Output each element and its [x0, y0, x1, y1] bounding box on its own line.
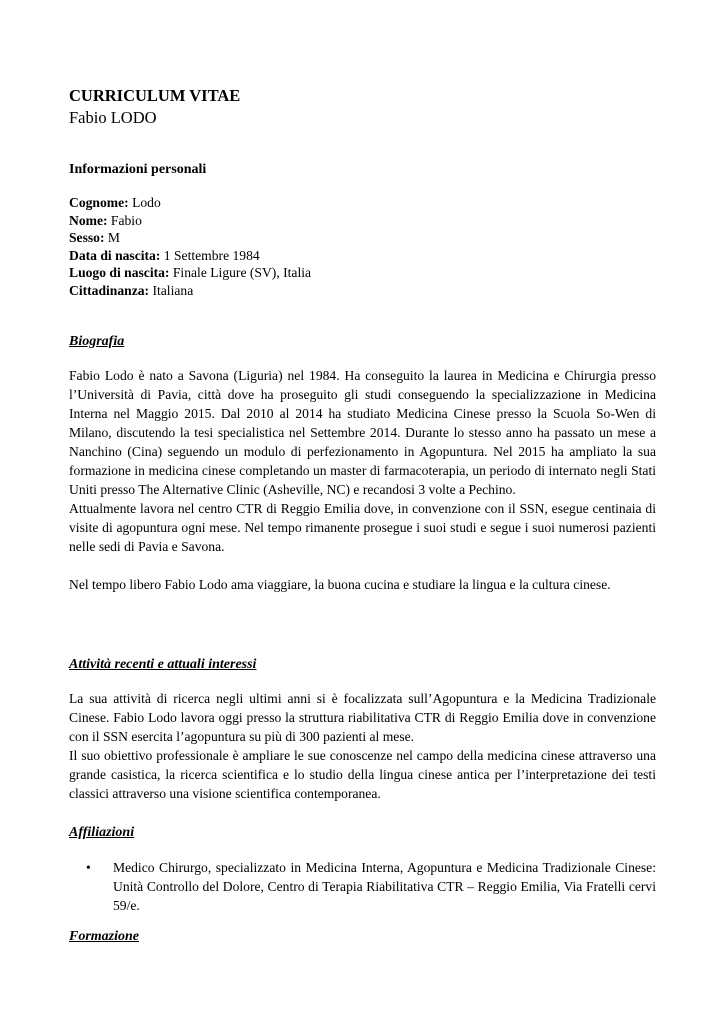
- info-label: Data di nascita:: [69, 247, 161, 263]
- info-value: 1 Settembre 1984: [163, 247, 260, 263]
- biography-text: [69, 366, 656, 594]
- personal-info-list: [69, 194, 311, 299]
- activities-heading: Attività recenti e attuali interessi: [69, 657, 257, 672]
- info-row-name: [69, 212, 311, 230]
- info-row-sex: [69, 229, 311, 247]
- info-row-birthplace: [69, 264, 311, 282]
- info-label: Nome:: [69, 212, 108, 228]
- activities-paragraph: Il suo obiettivo professionale è ampliare le sue conoscenze nel campo della medicina cinese attraverso una grande casistica, la ricerca scientifica e lo studio della lingua cinese antica per l’interpretazione dei testi classici attraverso una visione scientifica contemporanea.: [69, 748, 656, 801]
- info-row-birthdate: [69, 247, 311, 265]
- personal-info-heading: Informazioni personali: [69, 162, 207, 177]
- info-value: Lodo: [132, 195, 161, 210]
- info-value: Fabio: [110, 212, 142, 228]
- info-label: Cittadinanza:: [69, 282, 150, 298]
- info-row-citizenship: [69, 282, 311, 300]
- document-title: CURRICULUM VITAE: [69, 86, 241, 105]
- education-heading: Formazione: [69, 929, 140, 944]
- biography-paragraph: Nel tempo libero Fabio Lodo ama viaggiare, la buona cucina e studiare la lingua e la cultura cinese.: [69, 577, 611, 592]
- activities-text: [69, 689, 656, 803]
- info-value: M: [107, 230, 120, 245]
- biography-heading: Biografia: [69, 334, 125, 349]
- info-row-surname: [69, 194, 311, 212]
- activities-paragraph: La sua attività di ricerca negli ultimi anni si è focalizzata sull’Agopuntura e la Medicina Tradizionale Cinese. Fabio Lodo lavora oggi presso la struttura riabilitativa CTR di Reggio Emilia dove in convenzione con il SSN esercita l’agopuntura su più di 300 pazienti al mese.: [69, 691, 656, 744]
- biography-paragraph: Attualmente lavora nel centro CTR di Reggio Emilia dove, in convenzione con il SSN, esegue centinaia di visite di agopuntura ogni mese. Nel tempo rimanente prosegue i suoi studi e segue i suoi numerosi pazienti nelle sedi di Pavia e Savona.: [69, 501, 656, 554]
- info-label: Cognome:: [69, 195, 129, 210]
- affiliations-heading: Affiliazioni: [69, 825, 135, 840]
- info-label: Sesso:: [69, 230, 105, 245]
- bullet-icon: •: [86, 860, 91, 875]
- biography-paragraph: Fabio Lodo è nato a Savona (Liguria) nel 1984. Ha conseguito la laurea in Medicina e Chirurgia presso l’Università di Pavia, città dove ha proseguito gli studi conseguendo la specializzazione in Medicina Interna nel Maggio 2015. Dal 2010 al 2014 ha studiato Medicina Cinese presso la Scuola So-Wen di Milano, discutendo la tesi specialistica nel Settembre 2014. Durante lo stesso anno ha passato un mese a Nanchino (Cina) seguendo un modulo di perfezionamento in Agopuntura. Nel 2015 ha ampliato la sua formazione in medicina cinese completando un master di farmacoterapia, un periodo di internato negli Stati Uniti presso The Alternative Clinic (Asheville, NC) e recandosi 3 volte a Pechino.: [69, 368, 656, 497]
- affiliation-list-item: [86, 858, 656, 915]
- info-value: Finale Ligure (SV), Italia: [172, 265, 312, 280]
- info-label: Luogo di nascita:: [69, 265, 170, 280]
- person-name: Fabio LODO: [69, 108, 157, 127]
- affiliation-text: Medico Chirurgo, specializzato in Medicina Interna, Agopuntura e Medicina Tradizionale Cinese: Unità Controllo del Dolore, Centro di Terapia Riabilitativa CTR – Reggio Emilia, Via Fratelli cervi 59/e.: [113, 860, 656, 913]
- info-value: Italiana: [152, 282, 194, 298]
